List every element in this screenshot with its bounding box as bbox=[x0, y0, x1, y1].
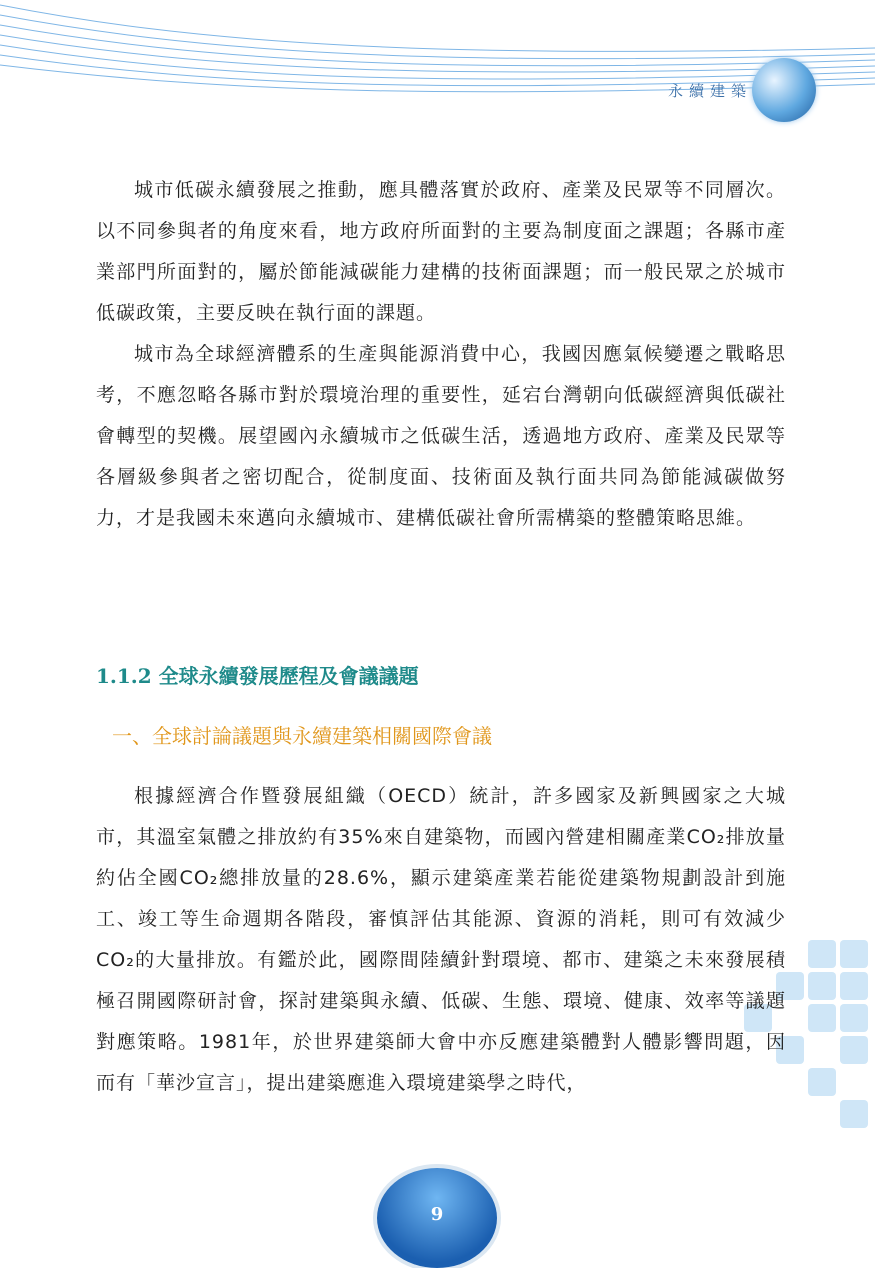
intro-text bbox=[96, 170, 786, 539]
paragraph: 根據經濟合作暨發展組織（OECD）統計，許多國家及新興國家之大城市，其溫室氣體之排放約有35%來自建築物，而國內營建相關產業CO₂排放量約佔全國CO₂總排放量的28.6%，顯示建築產業若能從建築物規劃設計到施工、竣工等生命週期各階段，審慎評估其能源、資源的消耗，則可有效減少CO₂的大量排放。有鑑於此，國際間陸續針對環境、都市、建築之未來發展積極召開國際研討會，探討建築與永續、低碳、生態、環境、健康、效率等議題對應策略。1981年，於世界建築師大會中亦反應建築體對人體影響問題，因而有「華沙宣言」，提出建築應進入環境建築學之時代， bbox=[96, 785, 786, 1094]
page-number: 9 bbox=[430, 1204, 444, 1225]
header-wave-decoration bbox=[0, 0, 875, 140]
oecd-text bbox=[96, 776, 786, 1104]
brand-title: 永續建築 bbox=[668, 82, 753, 100]
paragraph: 城市為全球經濟體系的生產與能源消費中心，我國因應氣候變遷之戰略思考，不應忽略各縣市對於環境治理的重要性，延宕台灣朝向低碳經濟與低碳社會轉型的契機。展望國內永續城市之低碳生活，透過地方政府、產業及民眾等各層級參與者之密切配合，從制度面、技術面及執行面共同為節能減碳做努力，才是我國未來邁向永續城市、建構低碳社會所需構築的整體策略思維。 bbox=[96, 343, 786, 529]
section-title: 1.1.2 全球永續發展歷程及會議議題 bbox=[96, 664, 419, 688]
paragraph: 城市低碳永續發展之推動，應具體落實於政府、產業及民眾等不同層次。以不同參與者的角度來看，地方政府所面對的主要為制度面之課題；各縣市產業部門所面對的，屬於節能減碳能力建構的技術面課題；而一般民眾之於城市低碳政策，主要反映在執行面的課題。 bbox=[96, 179, 786, 324]
subsection-title: 一、全球討論議題與永續建築相關國際會議 bbox=[112, 724, 492, 748]
globe-icon bbox=[752, 58, 816, 122]
page-number-badge bbox=[377, 1168, 497, 1268]
